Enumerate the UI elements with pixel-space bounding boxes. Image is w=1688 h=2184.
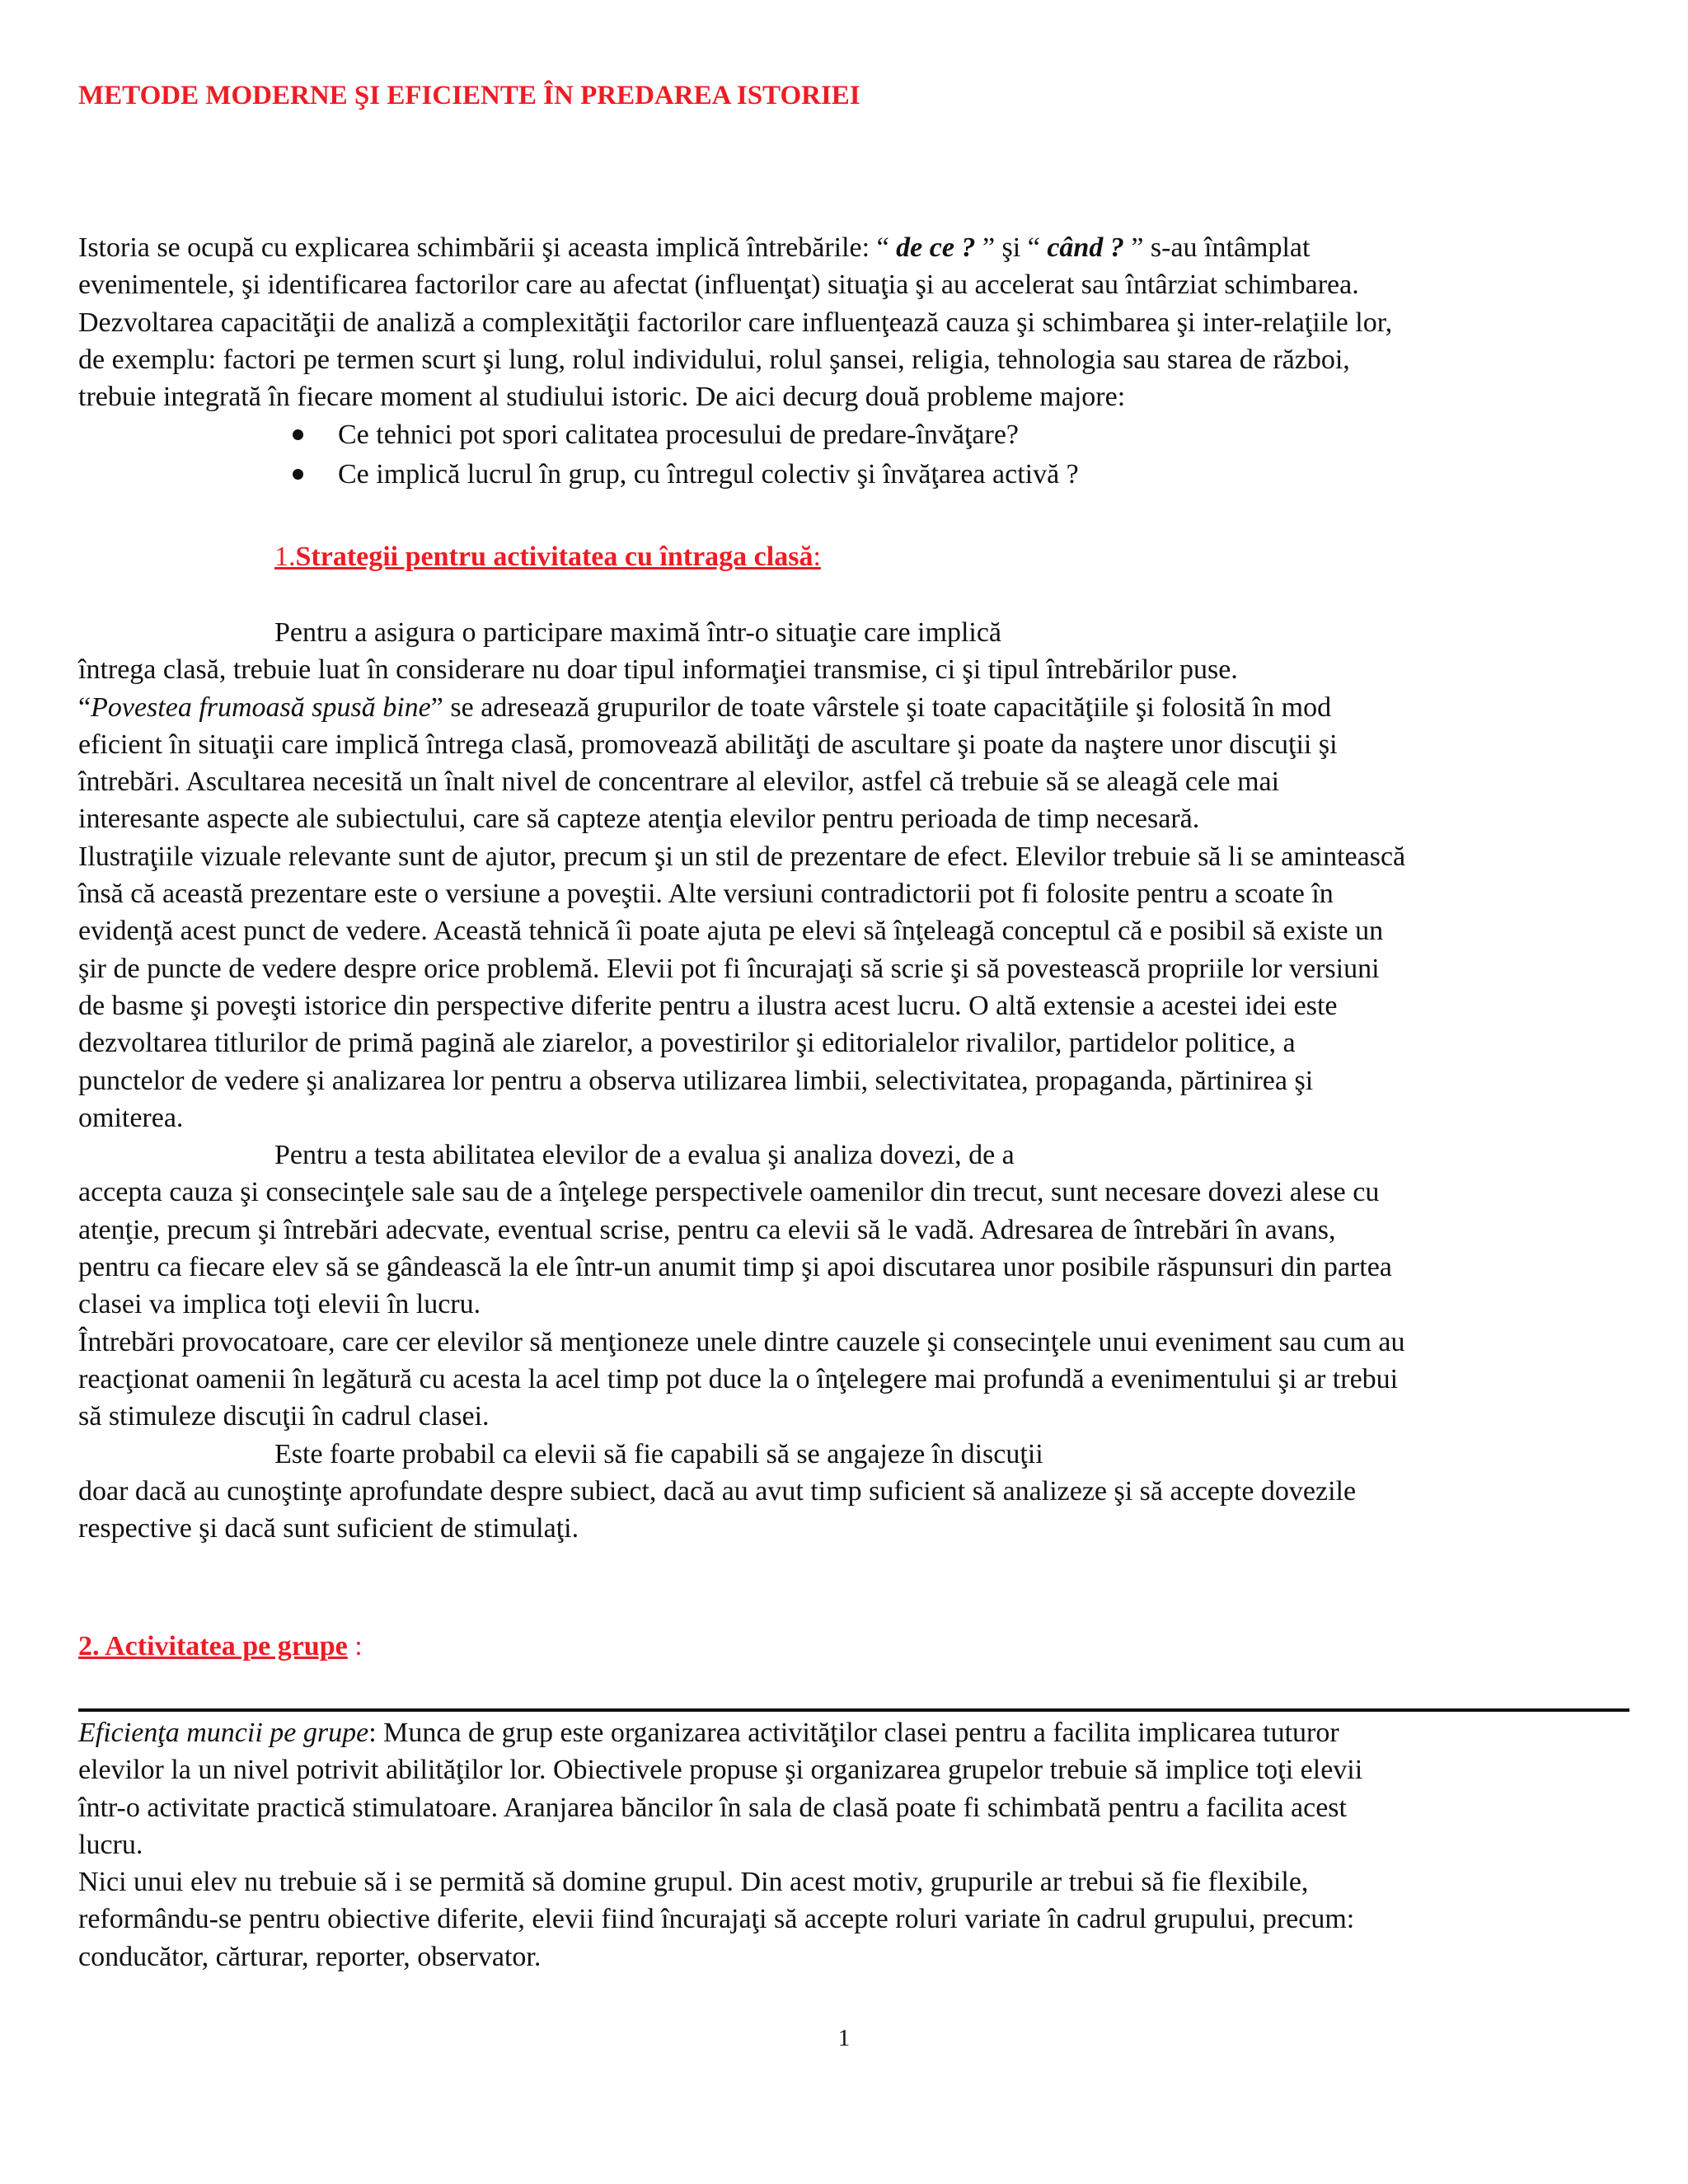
intro-line: de exemplu: factori pe termen scurt şi lung, rolul individului, rolul şansei, religia, tehnologia sau starea de război, xyxy=(78,344,1350,375)
section1-paragraph-2: Pentru a testa abilitatea elevilor de a evalua şi analiza dovezi, de a accepta cauza şi consecinţele sale sau de a înţelege perspectivele oamenilor din trecut, sunt necesare dovezi alese cu atenţie, precum şi întrebări adecvate, eventual scrise, pentru ca elevii să le vadă. Adresarea de întrebări în avans, pentru ca fiecare elev să se gândească la ele într-un anumit timp şi apoi discutarea unor posibile răspunsuri din partea clasei va implica toţi elevii în lucru. Întrebări provocatoare, care cer elevilor să menţioneze unele dintre cauzele şi consecinţele unui eveniment sau cum au reacţionat oamenii în legătură cu acesta la acel timp pot duce la o înţelegere mai profundă a evenimentului şi ar trebui să stimuleze discuţii în cadrul clasei. xyxy=(78,1140,1405,1432)
intro-line: Dezvoltarea capacităţii de analiză a complexităţii factorilor care influenţează cauza şi schimbarea şi inter-relaţiile lor, xyxy=(78,307,1393,338)
page-number: 1 xyxy=(837,2025,851,2051)
story-phrase: Povestea frumoasă spusă bine xyxy=(91,691,431,723)
bullet-item: Ce implică lucrul în grup, cu întregul colectiv şi învăţarea activă ? xyxy=(78,455,1629,494)
section1-paragraph-3: Este foarte probabil ca elevii să fie capabili să se angajeze în discuţii doar dacă au cunoştinţe aprofundate despre subiect, dacă au avut timp suficient să analizeze şi să accepte dovezile respective şi dacă sunt suficient de stimulaţi. xyxy=(78,1438,1357,1544)
bullet-list xyxy=(78,415,1629,494)
section2-paragraph-1: Eficienţa muncii pe grupe: Munca de grup este organizarea activităţilor clasei pentru a facilita implicarea tuturor elevilor la un nivel potrivit abilităţilor lor. Obiectivele propuse şi organizarea grupelor trebuie să implice toţi elevii într-o activitate practică stimulatoare. Aranjarea băncilor în sala de clasă poate fi schimbată pentru a facilita acest lucru. Nici unui elev nu trebuie să i se permită să domine grupul. Din acest motiv, grupurile ar trebui să fie flexibile, reformându-se pentru obiective diferite, elevii fiind încurajaţi să accepte roluri variate în cadrul grupului, precum: conducător, cărturar, reporter, observator. xyxy=(78,1718,1363,1972)
section1-body xyxy=(78,614,1629,1547)
horizontal-rule xyxy=(78,1708,1629,1712)
section1-title: Strategii pentru activitatea cu întraga clasă xyxy=(295,541,814,572)
section1-number: 1. xyxy=(274,541,296,572)
intro-block xyxy=(78,229,1629,494)
bullet-dot-icon xyxy=(293,469,303,480)
bullet-item: Ce tehnici pot spori calitatea procesului de predare-învăţare? xyxy=(78,415,1629,455)
section2-title: 2. Activitatea pe grupe xyxy=(78,1631,348,1661)
question-why: de ce ? xyxy=(896,232,976,263)
document-title: METODE MODERNE ŞI EFICIENTE ÎN PREDAREA ISTORIEI xyxy=(78,81,860,110)
intro-paragraph xyxy=(78,229,1629,415)
intro-line: evenimentele, şi identificarea factorilor care au afectat (influenţat) situaţia şi au accelerat sau întârziat schimbarea. xyxy=(78,269,1359,301)
section2-body xyxy=(78,1714,1629,1975)
section2-heading: 2. Activitatea pe grupe : xyxy=(78,1631,363,1661)
intro-line: trebuie integrată în fiecare moment al studiului istoric. De aici decurg două probleme majore: xyxy=(78,382,1126,413)
section1-heading: 1.Strategii pentru activitatea cu întraga clasă: xyxy=(274,541,821,572)
bullet-dot-icon xyxy=(293,429,303,440)
intro-line: Istoria se ocupă cu explicarea schimbării şi aceasta implică întrebările: “ de ce ? ” şi “ când ? ” s-au întâmplat xyxy=(78,232,1311,263)
group-efficiency-label: Eficienţa muncii pe grupe xyxy=(78,1718,369,1748)
question-when: când ? xyxy=(1047,232,1124,263)
section1-paragraph-1: Pentru a asigura o participare maximă într-o situaţie care implică întrega clasă, trebuie luat în considerare nu doar tipul informaţiei transmise, ci şi tipul întrebărilor puse. “Povestea frumoasă spusă bine” se adresează grupurilor de toate vârstele şi toate capacităţiile şi folosită în mod eficient în situaţii care implică întrega clasă, promovează abilităţi de ascultare şi poate da naştere unor discuţii şi întrebări. Ascultarea necesită un înalt nivel de concentrare al elevilor, astfel că trebuie să se aleagă cele mai interesante aspecte ale subiectului, care să capteze atenţia elevilor pentru perioada de timp necesară. Ilustraţiile vizuale relevante sunt de ajutor, precum şi un stil de prezentare de efect. Elevilor trebuie să li se amintească însă că această prezentare este o versiune a poveştii. Alte versiuni contradictorii pot fi folosite pentru a scoate în evidenţă acest punct de vedere. Această tehnică îi poate ajuta pe elevi să înţeleagă conceptul că e posibil să existe un şir de puncte de vedere despre orice problemă. Elevii pot fi încurajaţi să scrie şi să povestească propriile lor versiuni de basme şi poveşti istorice din perspective diferite pentru a ilustra acest lucru. O altă extensie a acestei idei este dezvoltarea titlurilor de primă pagină ale ziarelor, a povestirilor şi editorialelor rivalilor, partidelor politice, a punctelor de vedere şi analizarea lor pentru a observa utilizarea limbii, selectivitatea, propaganda, părtinirea şi omiterea. xyxy=(78,617,1406,1133)
